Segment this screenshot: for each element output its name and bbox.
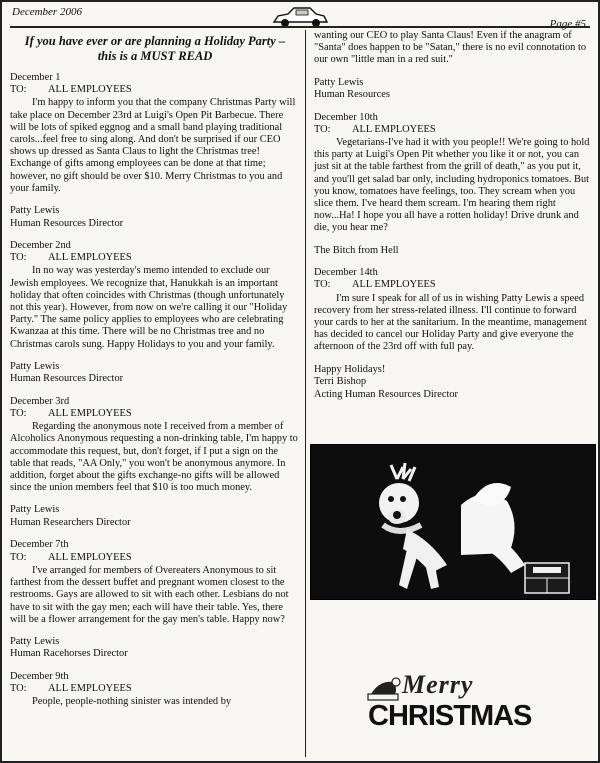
- to-value: ALL EMPLOYEES: [48, 683, 132, 695]
- to-value: ALL EMPLOYEES: [48, 551, 132, 563]
- memo-date: December 14th: [314, 267, 378, 279]
- memo-dec-1: [10, 72, 300, 230]
- merry-text: Merry: [402, 670, 474, 699]
- signature-name: Terri Bishop: [314, 376, 367, 388]
- signature-title: Human Resources Director: [10, 373, 124, 385]
- memo-dec-14: [314, 267, 592, 401]
- memo-date: December 7th: [10, 539, 69, 551]
- to-label: TO:: [10, 551, 27, 563]
- memo-to: [10, 84, 300, 96]
- signature-name: The Bitch from Hell: [314, 244, 399, 256]
- to-value: ALL EMPLOYEES: [48, 252, 132, 264]
- header-page-number: Page #5: [549, 18, 586, 30]
- signature-name: Patty Lewis: [10, 205, 60, 217]
- to-value: ALL EMPLOYEES: [352, 123, 436, 135]
- memo-dec-7: [10, 539, 300, 660]
- memo-to: [10, 552, 300, 564]
- to-label: TO:: [314, 279, 331, 291]
- title-line-2: this is a MUST READ: [97, 49, 213, 63]
- memo-to: [10, 683, 300, 695]
- memo-to: [10, 252, 300, 264]
- memo-signature: [314, 77, 592, 102]
- memo-date: December 10th: [314, 111, 378, 123]
- memo-to: [314, 279, 592, 291]
- to-value: ALL EMPLOYEES: [352, 279, 436, 291]
- memo-to: [314, 124, 592, 136]
- column-divider: [305, 30, 306, 757]
- memo-body: In no way was yesterday's memo intended to exclude our Jewish employees. We recognize that, Hanukkah is an important holiday that often coincides with Christmas (though unfortunately not this year). However, from now on we're calling it our "Holiday Party." The same policy applies to employees who are celebrating Kwanzaa at this time. There will be no Christmas tree and no Christmas carols sung. Happy Holidays to you and your family.: [10, 265, 288, 350]
- memo-body: Vegetarians-I've had it with you people!! We're going to hold this party at Luigi's Open Pit whether you like it or not, you can just sit at the table farthest from the grill of death," as you put it, and you'll get salad bar only, including hydroponics tomatoes. But you know, tomatoes have feelings, too. They scream when you slice them. I've heard them scream. I'm hearing them right now...Ha! I hope you all have a rotten holiday! Drive drunk and die, you hear me?: [314, 137, 590, 234]
- merry-christmas-art: [364, 670, 532, 740]
- signature-title: Human Researchers Director: [10, 516, 131, 528]
- signature-name: Patty Lewis: [10, 360, 60, 372]
- memo-body: I'm happy to inform you that the company Christmas Party will take place on December 23rd at Luigi's Open Pit Barbecue. There will be lots of spiked eggnog and a small band playing traditional carols...feel free to sing along. And don't be surprised if our CEO shows up dressed as Santa Claus to light the Christmas tree! Exchange of gifts among employees can be done at that time; however, no gift should be over $10. Merry Christmas to you and your family.: [10, 97, 296, 194]
- signature-title: Human Racehorses Director: [10, 648, 128, 660]
- memo-body: I've arranged for members of Overeaters Anonymous to sit farthest from the dessert buffet and pregnant women closest to the restrooms. Gays are allowed to sit with each other. Lesbians do not have to sit with the gay men; each will have their table. Yes, there will be a flower arrangement for the gay men's table. Happy now?: [10, 564, 289, 625]
- christmas-text: CHRISTMAS: [368, 700, 532, 732]
- signature-name: Patty Lewis: [314, 76, 364, 88]
- memo-date: December 2nd: [10, 240, 71, 252]
- memo-signature: [314, 364, 592, 402]
- memo-dec-2: [10, 240, 300, 386]
- closing-greeting: Happy Holidays!: [314, 363, 386, 375]
- to-value: ALL EMPLOYEES: [48, 408, 132, 420]
- memo-body: Regarding the anonymous note I received from a member of Alcoholics Anonymous requesting a non-drinking table, I'm happy to accommodate this request, but, don't forget, if I put a sign on the table that reads, "AA Only," you won't be anonymous anymore. In addition, forget about the gifts exchange-no gifts will be allowed since the union members feel that $10 is too much money.: [10, 421, 298, 494]
- memo-dec-10: [314, 112, 592, 258]
- memo-body: I'm sure I speak for all of us in wishing Patty Lewis a speed recovery from her stress-related illness. I'll continue to forward your cards to her at the sanitarium. In the meantime, management has decided to cancel our Holiday Party and give everyone the afternoon of the 23rd off with full pay.: [314, 292, 587, 353]
- article-title: [10, 34, 300, 64]
- memo-date: December 3rd: [10, 395, 70, 407]
- memo-date: December 1: [10, 72, 61, 83]
- memo-signature: [10, 361, 300, 386]
- memo-dec-3: [10, 396, 300, 530]
- memo-to: [10, 408, 300, 420]
- memo-signature: [10, 504, 300, 529]
- memo-dec-9-continued: wanting our CEO to play Santa Claus! Even if the anagram of "Santa" does happen to be "Satan," there is no evil connotation to our own "little man in a red suit.": [314, 30, 587, 66]
- to-label: TO:: [314, 123, 331, 135]
- memo-body: People, people-nothing sinister was intended by: [32, 696, 232, 708]
- right-column: [314, 30, 592, 411]
- to-label: TO:: [10, 84, 27, 96]
- memo-dec-9: [10, 671, 300, 709]
- memo-signature: [10, 205, 300, 230]
- signature-title: Human Resources Director: [10, 217, 124, 229]
- title-line-1: If you have ever or are planning a Holiday Party –: [24, 34, 286, 48]
- to-label: TO:: [10, 683, 27, 695]
- left-column: [10, 32, 300, 719]
- signature-name: Patty Lewis: [10, 635, 60, 647]
- to-label: TO:: [10, 408, 27, 420]
- signature-title: Acting Human Resources Director: [314, 388, 458, 400]
- memo-date: December 9th: [10, 670, 69, 682]
- to-value: ALL EMPLOYEES: [48, 84, 132, 96]
- reindeer-santa-cartoon: [310, 444, 596, 600]
- memo-signature: [314, 245, 592, 258]
- signature-title: Human Resources: [314, 89, 390, 101]
- to-label: TO:: [10, 252, 27, 264]
- memo-signature: [10, 636, 300, 661]
- header-date: December 2006: [12, 6, 82, 18]
- header-rule: [10, 26, 590, 28]
- signature-name: Patty Lewis: [10, 504, 60, 516]
